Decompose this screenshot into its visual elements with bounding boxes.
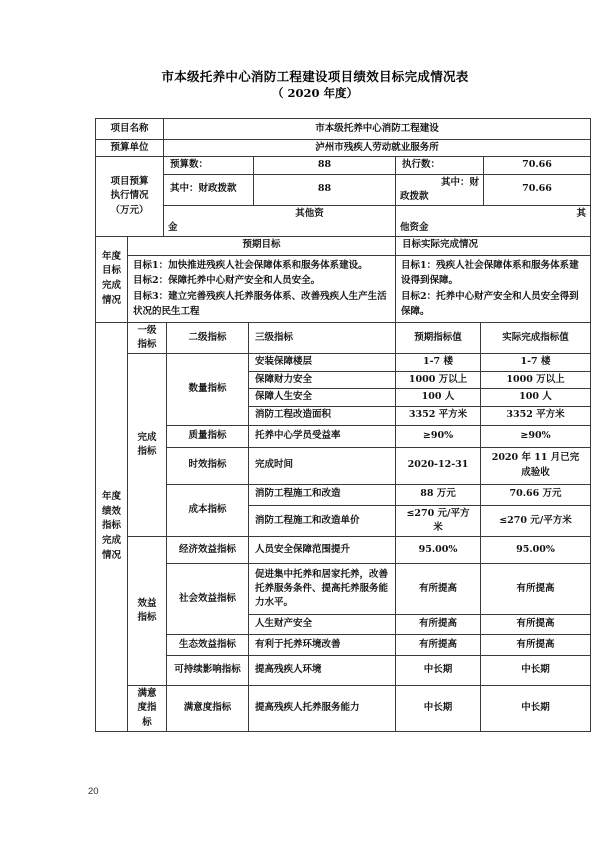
- annual-goals-table: [95, 236, 591, 323]
- other-funds-right-line1: 其: [576, 207, 587, 219]
- actual-value: ≥90%: [481, 425, 591, 447]
- expected-value: 1000 万以上: [396, 372, 481, 389]
- indicator-name: 人员安全保障范围提升: [249, 537, 396, 564]
- actual-value: 95.00%: [481, 537, 591, 564]
- header-actual: 实际完成指标值: [481, 322, 591, 354]
- indicator-name: 促进集中托养和居家托养，改善托养服务条件、提高托养服务能力水平。: [249, 564, 396, 615]
- actual-value: ≤270 元/平方米: [481, 505, 591, 537]
- indicator-row: [96, 354, 591, 372]
- fiscal-right-line1: 其中：财: [440, 176, 479, 188]
- actual-value: 有所提高: [481, 635, 591, 656]
- other-funds-right-line2: 他资金: [400, 221, 429, 233]
- header-level1: 一级指标: [128, 322, 167, 354]
- actual-value: 有所提高: [481, 615, 591, 635]
- indicator-name: 安装保障楼层: [249, 354, 396, 372]
- document-subtitle: （ 2020 年度）: [271, 86, 358, 100]
- header-level2: 二级指标: [167, 322, 249, 354]
- indicator-name: 有利于托养环境改善: [249, 635, 396, 656]
- expected-value: 3352 平方米: [396, 406, 481, 425]
- table-row: [96, 236, 591, 255]
- fiscal-right-value: 70.66: [484, 174, 591, 205]
- actual-value: 1-7 楼: [481, 354, 591, 372]
- project-info-table: [95, 118, 591, 237]
- level2-quality: 质量指标: [167, 425, 249, 447]
- other-funds-right-label: [396, 205, 591, 236]
- actual-goals-header: 目标实际完成情况: [396, 236, 591, 255]
- actual-value: 1000 万以上: [481, 372, 591, 389]
- expected-value: 88 万元: [396, 484, 481, 505]
- page-number: 20: [88, 786, 99, 797]
- indicator-name: 保障人生安全: [249, 389, 396, 406]
- actual-goals-cell: [396, 255, 591, 322]
- indicator-row: [96, 425, 591, 447]
- level1-satisfaction: 满意度指标: [128, 686, 167, 732]
- expected-value: 有所提高: [396, 564, 481, 615]
- document-title: 市本级托养中心消防工程建设项目绩效目标完成情况表: [161, 69, 469, 84]
- table-row: [96, 157, 591, 174]
- budget-unit-label: 预算单位: [96, 140, 164, 157]
- actual-value: 中长期: [481, 656, 591, 686]
- expected-value: 95.00%: [396, 537, 481, 564]
- expected-value: 2020-12-31: [396, 447, 481, 484]
- expected-goals-header: 预期目标: [128, 236, 396, 255]
- expected-goal-2: 目标2：保障托养中心财产安全和人员安全。: [133, 275, 321, 286]
- indicator-row: [96, 537, 591, 564]
- expected-value: 中长期: [396, 686, 481, 732]
- expected-value: 100 人: [396, 389, 481, 406]
- expected-value: 1-7 楼: [396, 354, 481, 372]
- other-funds-left-line2: 金: [168, 221, 178, 233]
- fiscal-left-label: 其中：财政拨款: [164, 174, 254, 205]
- performance-table: [95, 118, 590, 732]
- level2-satisfaction: 满意度指标: [167, 686, 249, 732]
- indicator-name: 托养中心学员受益率: [249, 425, 396, 447]
- actual-goal-2: 目标2：托养中心财产安全和人员安全得到保障。: [401, 290, 579, 317]
- expected-goal-3: 目标3：建立完善残疾人托养服务体系、改善残疾人生产生活状况的民生工程: [133, 290, 387, 317]
- fiscal-right-line2: 政拨款: [400, 190, 429, 202]
- indicator-row: [96, 564, 591, 615]
- level2-quantity: 数量指标: [167, 354, 249, 426]
- actual-goal-1: 目标1：残疾人社会保障体系和服务体系建设得到保障。: [401, 259, 579, 286]
- indicator-name: 完成时间: [249, 447, 396, 484]
- budget-num-value: 88: [254, 157, 396, 174]
- expected-goals-cell: [128, 255, 396, 322]
- indicator-row: [96, 635, 591, 656]
- exec-num-value: 70.66: [484, 157, 591, 174]
- project-name-label: 项目名称: [96, 119, 164, 140]
- indicator-row: [96, 656, 591, 686]
- expected-value: 有所提高: [396, 635, 481, 656]
- indicator-name: 消防工程施工和改造: [249, 484, 396, 505]
- fiscal-left-value: 88: [254, 174, 396, 205]
- expected-value: ≤270 元/平方米: [396, 505, 481, 537]
- actual-value: 3352 平方米: [481, 406, 591, 425]
- expected-value: ≥90%: [396, 425, 481, 447]
- actual-value: 2020 年 11 月已完成验收: [481, 447, 591, 484]
- indicators-section-label: 年度绩效指标完成情况: [96, 322, 128, 732]
- level2-cost: 成本指标: [167, 484, 249, 537]
- project-name-value: 市本级托养中心消防工程建设: [164, 119, 591, 140]
- indicator-name: 保障财力安全: [249, 372, 396, 389]
- expected-value: 中长期: [396, 656, 481, 686]
- other-funds-left-line1: 其他资: [295, 207, 324, 219]
- level2-sustainable: 可持续影响指标: [167, 656, 249, 686]
- indicator-name: 消防工程改造面积: [249, 406, 396, 425]
- table-row: [96, 205, 591, 236]
- indicator-name: 提高残疾人环境: [249, 656, 396, 686]
- level2-timeliness: 时效指标: [167, 447, 249, 484]
- expected-value: 有所提高: [396, 615, 481, 635]
- level1-benefit: 效益指标: [128, 537, 167, 686]
- fiscal-right-label: [396, 174, 484, 205]
- indicator-row: [96, 484, 591, 505]
- actual-value: 有所提高: [481, 564, 591, 615]
- level2-social: 社会效益指标: [167, 564, 249, 635]
- budget-unit-value: 泸州市残疾人劳动就业服务所: [164, 140, 591, 157]
- exec-num-label: 执行数：: [396, 157, 484, 174]
- annual-goals-section-label: 年度目标完成情况: [96, 236, 128, 322]
- actual-value: 100 人: [481, 389, 591, 406]
- level1-completion: 完成指标: [128, 354, 167, 537]
- header-expected: 预期指标值: [396, 322, 481, 354]
- table-row: [96, 119, 591, 140]
- budget-exec-label: 项目预算执行情况（万元）: [96, 157, 164, 236]
- table-row: [96, 140, 591, 157]
- indicators-table: [95, 322, 591, 733]
- indicator-name: 人生财产安全: [249, 615, 396, 635]
- expected-goal-1: 目标1：加快推进残疾人社会保障体系和服务体系建设。: [133, 259, 368, 271]
- table-row: [96, 174, 591, 205]
- indicator-name: 消防工程施工和改造单价: [249, 505, 396, 537]
- indicator-name: 提高残疾人托养服务能力: [249, 686, 396, 732]
- indicator-row: [96, 686, 591, 732]
- table-row: [96, 255, 591, 322]
- indicator-row: [96, 447, 591, 484]
- actual-value: 70.66 万元: [481, 484, 591, 505]
- level2-ecological: 生态效益指标: [167, 635, 249, 656]
- actual-value: 中长期: [481, 686, 591, 732]
- budget-num-label: 预算数：: [164, 157, 254, 174]
- level2-economic: 经济效益指标: [167, 537, 249, 564]
- header-level3: 三级指标: [249, 322, 396, 354]
- indicator-header-row: [96, 322, 591, 354]
- other-funds-left-label: [164, 205, 396, 236]
